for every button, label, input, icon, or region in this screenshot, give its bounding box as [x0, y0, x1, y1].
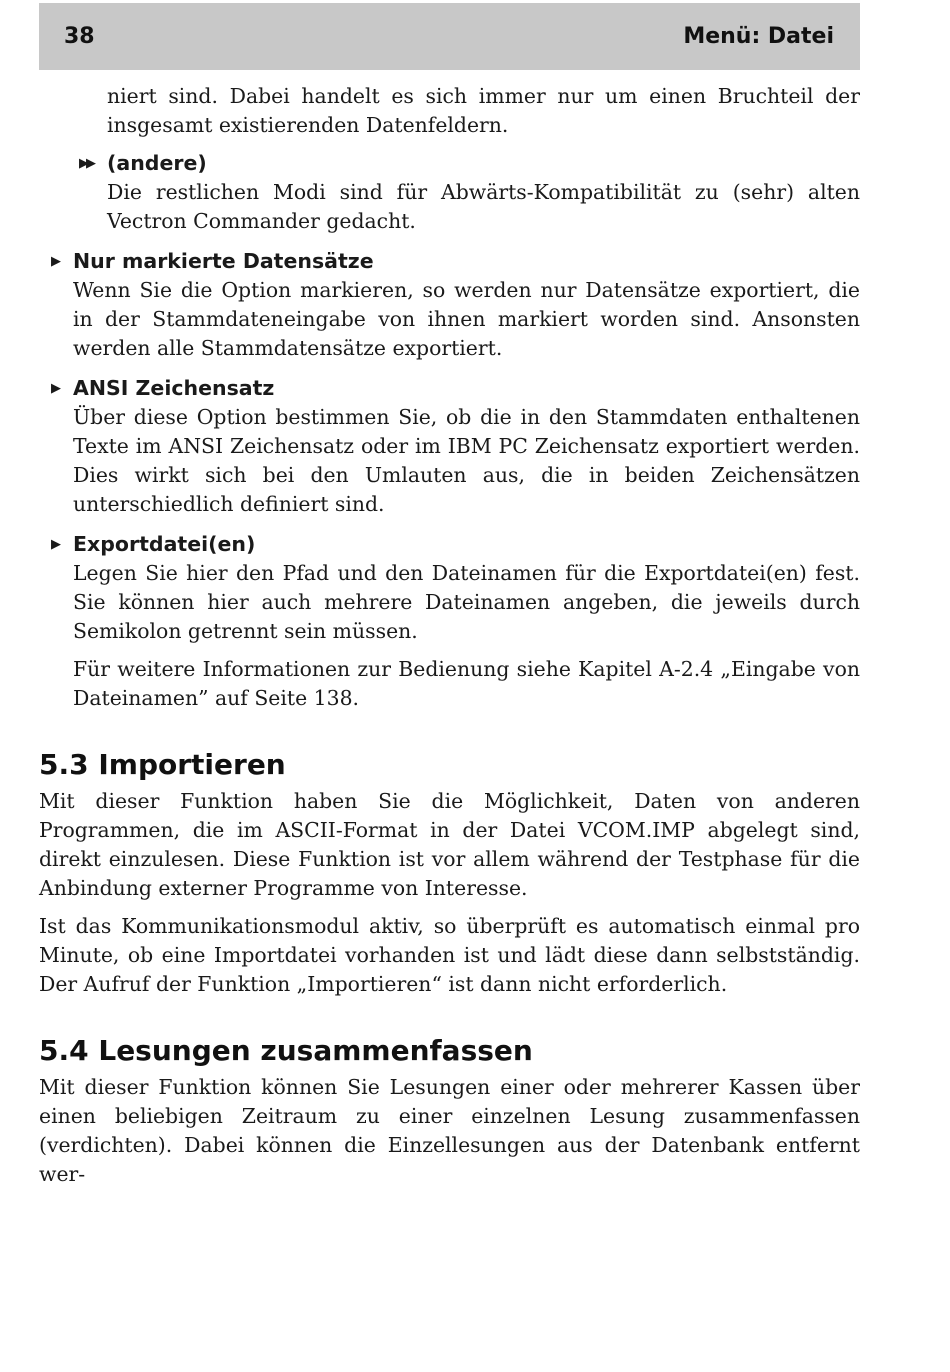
- intro-continuation: [39, 82, 860, 140]
- item-title: Exportdatei(en): [73, 532, 256, 556]
- page-header: [39, 3, 860, 70]
- section-importieren: [39, 747, 860, 999]
- item-paragraph: Über diese Option bestimmen Sie, ob die in den Stammdaten enthaltenen Texte im ANSI Zeichensatz oder im IBM PC Zeichensatz exportiert werden. Dies wirkt sich bei den Umlauten aus, die in beiden Zeichensätzen unterschiedlich definiert sind.: [73, 405, 860, 516]
- item-paragraph: Legen Sie hier den Pfad und den Dateinamen für die Exportdatei(en) fest. Sie können hier auch mehrere Dateinamen angeben, die jeweils durch Semikolon getrennt sein müssen.: [73, 561, 860, 643]
- section-heading: 5.4 Lesungen zusammenfassen: [39, 1034, 533, 1067]
- item-paragraph: Für weitere Informationen zur Bedienung siehe Kapitel A-2.4 „Eingabe von Dateinamen” auf Seite 138.: [73, 657, 860, 710]
- body-paragraph: niert sind. Dabei handelt es sich immer nur um einen Bruchteil der insgesamt existierenden Datenfeldern.: [107, 84, 860, 137]
- sub-item-heading: [79, 149, 860, 178]
- item-ansi: [39, 374, 860, 519]
- item-heading: [51, 530, 860, 559]
- section-lesungen: [39, 1033, 860, 1189]
- item-nur-markierte: [39, 247, 860, 363]
- item-title: ANSI Zeichensatz: [73, 376, 275, 400]
- sub-item-title: (andere): [107, 151, 207, 175]
- item-exportdatei: [39, 530, 860, 713]
- chapter-title: Menü: Datei: [683, 24, 834, 49]
- sub-item-andere: [39, 149, 860, 236]
- page-number: 38: [64, 24, 95, 49]
- item-heading: [51, 247, 860, 276]
- sub-item-text: Die restlichen Modi sind für Abwärts-Kompatibilität zu (sehr) alten Vectron Commander gedacht.: [107, 180, 860, 233]
- section-paragraph: Mit dieser Funktion haben Sie die Möglichkeit, Daten von anderen Programmen, die im ASCII-Format in der Datei VCOM.IMP abgelegt sind, direkt einzulesen. Diese Funktion ist vor allem während der Testphase für die Anbindung externer Programme von Interesse.: [39, 789, 860, 900]
- item-title: Nur markierte Datensätze: [73, 249, 374, 273]
- section-paragraph: Ist das Kommunikationsmodul aktiv, so überprüft es automatisch einmal pro Minute, ob eine Importdatei vorhanden ist und lädt diese dann selbstständig. Der Aufruf der Funktion „Importieren“ ist dann nicht erforderlich.: [39, 914, 860, 996]
- section-heading: 5.3 Importieren: [39, 748, 286, 781]
- item-heading: [51, 374, 860, 403]
- arrow-bullet-icon: ▶: [51, 381, 61, 396]
- arrow-bullet-icon: ▶: [51, 537, 61, 552]
- section-paragraph: Mit dieser Funktion können Sie Lesungen einer oder mehrerer Kassen über einen beliebigen Zeitraum zu einer einzelnen Lesung zusammenfassen (verdichten). Dabei können die Einzellesungen aus der Datenbank entfernt wer-: [39, 1075, 860, 1186]
- page-body: [39, 82, 860, 1189]
- item-paragraph: Wenn Sie die Option markieren, so werden nur Datensätze exportiert, die in der Stammdateneingabe von ihnen markiert worden sind. Ansonsten werden alle Stammdatensätze exportiert.: [73, 278, 860, 360]
- arrow-bullet-icon: ▶: [51, 254, 61, 269]
- double-arrow-bullet-icon: ▶▶: [79, 156, 93, 171]
